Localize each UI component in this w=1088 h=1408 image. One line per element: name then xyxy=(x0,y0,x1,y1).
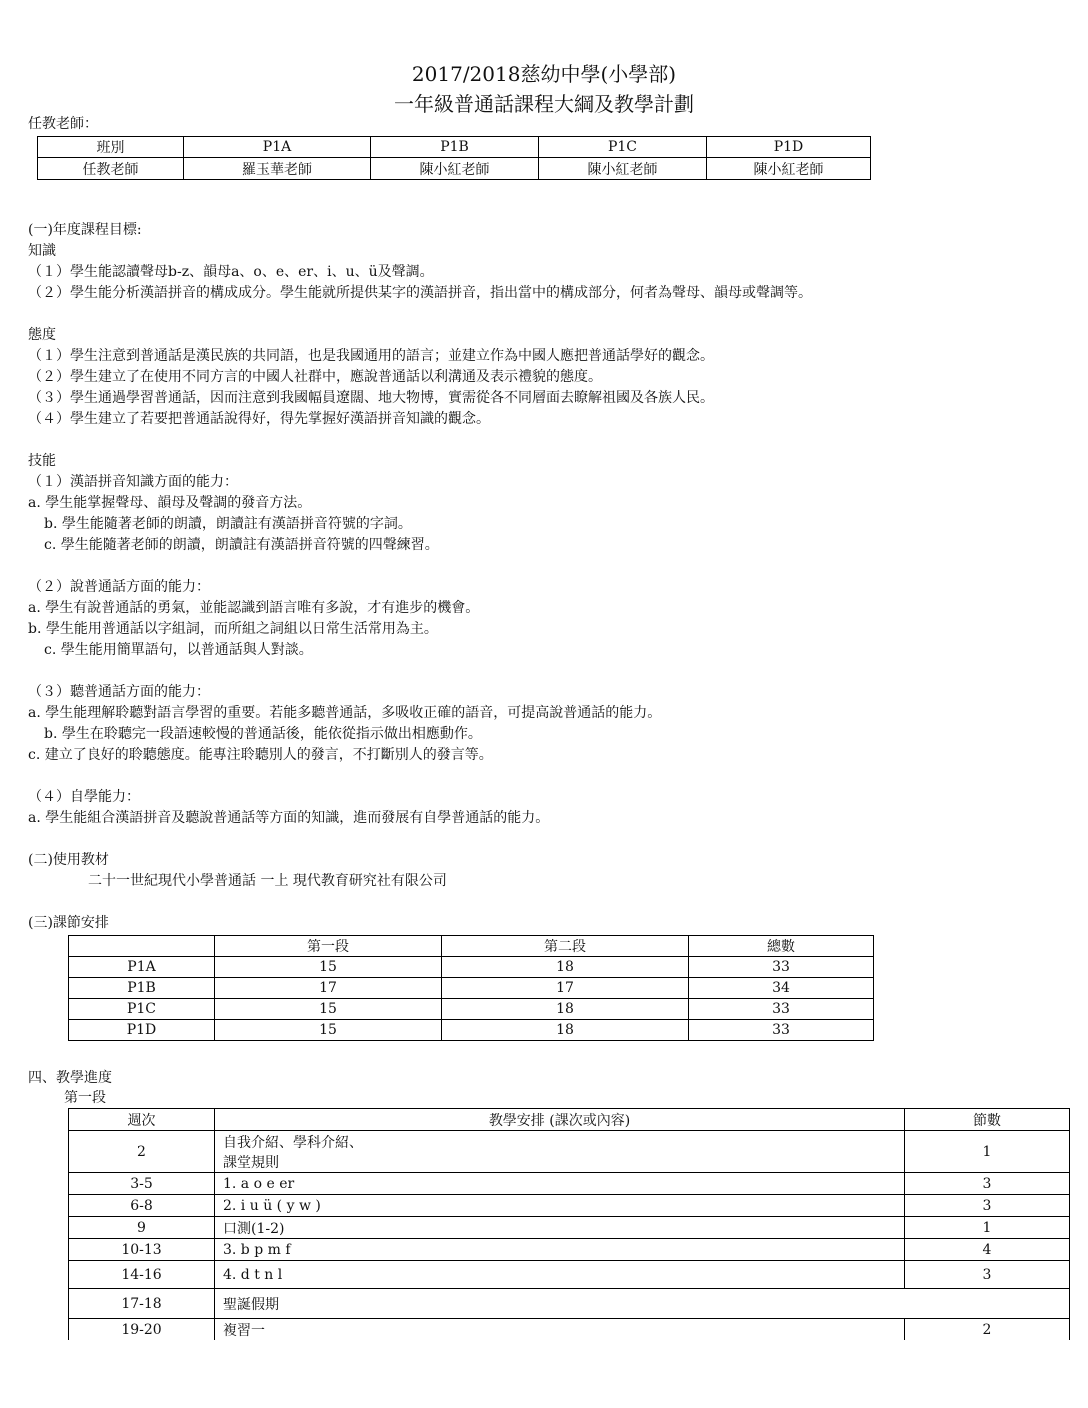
skill-section-title: （１）漢語拼音知識方面的能力： xyxy=(28,474,238,490)
table-cell: 17 xyxy=(442,978,689,999)
table-cell: 2 xyxy=(905,1319,1070,1341)
teacher-table-header-row xyxy=(38,137,871,158)
table-cell: 口測(1-2) xyxy=(215,1217,905,1239)
table-cell: 34 xyxy=(689,978,874,999)
knowledge-item: （１）學生能認讀聲母b-z、韻母a、o、e、er、i、u、ü及聲調。 xyxy=(28,264,434,280)
table-cell: 33 xyxy=(689,1020,874,1041)
progress-table-header-row xyxy=(69,1109,1070,1131)
cell-line: 自我介紹、學科介紹、 xyxy=(223,1134,363,1151)
table-cell: P1A xyxy=(184,137,371,158)
table-cell: 9 xyxy=(69,1217,215,1239)
table-cell xyxy=(215,1131,905,1173)
table-cell: 17-18 xyxy=(69,1289,215,1319)
table-cell: P1C xyxy=(69,999,215,1020)
skills-label: 技能 xyxy=(28,453,56,469)
skill-item: c. 學生能用簡單語句，以普通話與人對談。 xyxy=(44,642,313,658)
table-cell: 任教老師 xyxy=(38,158,184,180)
table-cell: 3 xyxy=(905,1195,1070,1217)
table-cell: 3-5 xyxy=(69,1173,215,1195)
attitude-label: 態度 xyxy=(28,327,56,343)
table-cell: 15 xyxy=(215,999,442,1020)
table-cell: 10-13 xyxy=(69,1239,215,1261)
table-cell: 15 xyxy=(215,1020,442,1041)
table-cell: 19-20 xyxy=(69,1319,215,1341)
table-cell: 14-16 xyxy=(69,1261,215,1289)
table-cell: 羅玉華老師 xyxy=(184,158,371,180)
table-cell: P1A xyxy=(69,957,215,978)
table-row xyxy=(69,1173,1070,1195)
table-cell: 3 xyxy=(905,1173,1070,1195)
table-cell: P1B xyxy=(69,978,215,999)
teacher-table-row xyxy=(38,158,871,180)
skill-item: a. 學生能組合漢語拼音及聽說普通話等方面的知識，進而發展有自學普通話的能力。 xyxy=(28,810,550,826)
attitude-item: （４）學生建立了若要把普通話說得好，得先掌握好漢語拼音知識的觀念。 xyxy=(28,411,490,427)
table-row xyxy=(69,978,874,999)
table-row xyxy=(69,1289,1070,1319)
table-cell: 節數 xyxy=(905,1109,1070,1131)
table-cell: 教學安排 (課次或內容) xyxy=(215,1109,905,1131)
attitude-item: （３）學生通過學習普通話，因而注意到我國幅員遼闊、地大物博，實需從各不同層面去瞭解祖國及各族人民。 xyxy=(28,390,714,406)
table-cell: P1D xyxy=(707,137,871,158)
table-cell xyxy=(69,936,215,957)
table-cell: 2 xyxy=(69,1131,215,1173)
table-cell: 33 xyxy=(689,999,874,1020)
knowledge-item: （２）學生能分析漢語拼音的構成成分。學生能就所提供某字的漢語拼音，指出當中的構成部分，何者為聲母、韻母或聲調等。 xyxy=(28,285,812,301)
table-row xyxy=(69,1131,1070,1173)
table-cell: 總數 xyxy=(689,936,874,957)
table-cell: 15 xyxy=(215,957,442,978)
attitude-item: （２）學生建立了在使用不同方言的中國人社群中，應說普通話以利溝通及表示禮貌的態度。 xyxy=(28,369,602,385)
skill-item: b. 學生能隨著老師的朗讀，朗讀註有漢語拼音符號的字詞。 xyxy=(44,516,412,532)
skill-item: c. 學生能隨著老師的朗讀，朗讀註有漢語拼音符號的四聲練習。 xyxy=(44,537,439,553)
document-subtitle: 一年級普通話課程大綱及教學計劃 xyxy=(394,92,694,116)
table-cell: 第二段 xyxy=(442,936,689,957)
table-row xyxy=(69,1261,1070,1289)
table-cell: P1C xyxy=(539,137,707,158)
skill-section-title: （３）聽普通話方面的能力： xyxy=(28,684,210,700)
table-cell: 陳小紅老師 xyxy=(707,158,871,180)
table-cell: P1B xyxy=(371,137,539,158)
lessons-table-header-row xyxy=(69,936,874,957)
progress-heading: 四、教學進度 xyxy=(28,1070,112,1086)
table-cell: 1. a o e er xyxy=(215,1173,905,1195)
table-cell: 6-8 xyxy=(69,1195,215,1217)
table-cell: 18 xyxy=(442,1020,689,1041)
skill-item: a. 學生能理解聆聽對語言學習的重要。若能多聽普通話，多吸收正確的語音，可提高說普通話的能力。 xyxy=(28,705,662,721)
table-cell: 3. b p m f xyxy=(215,1239,905,1261)
table-cell: 4 xyxy=(905,1239,1070,1261)
table-cell: 18 xyxy=(442,957,689,978)
objectives-heading: (一)年度課程目標: xyxy=(28,222,142,238)
skill-section-title: （４）自學能力： xyxy=(28,789,140,805)
table-cell: 複習一 xyxy=(215,1319,905,1341)
table-cell: 週次 xyxy=(69,1109,215,1131)
progress-subheading: 第一段 xyxy=(64,1090,106,1106)
materials-text: 二十一世紀現代小學普通話 一上 現代教育研究社有限公司 xyxy=(88,873,447,889)
skill-item: b. 學生能用普通話以字組詞，而所組之詞組以日常生活常用為主。 xyxy=(28,621,438,637)
knowledge-label: 知識 xyxy=(28,243,56,259)
table-cell: 陳小紅老師 xyxy=(539,158,707,180)
table-cell: 2. i u ü ( y w ) xyxy=(215,1195,905,1217)
table-cell: P1D xyxy=(69,1020,215,1041)
table-row xyxy=(69,1217,1070,1239)
table-row xyxy=(69,1195,1070,1217)
skill-section-title: （２）說普通話方面的能力： xyxy=(28,579,210,595)
teacher-label: 任教老師： xyxy=(28,116,98,132)
table-cell: 1 xyxy=(905,1217,1070,1239)
table-cell: 33 xyxy=(689,957,874,978)
skill-item: b. 學生在聆聽完一段語速較慢的普通話後，能依從指示做出相應動作。 xyxy=(44,726,482,742)
teacher-table xyxy=(37,136,871,180)
table-cell: 1 xyxy=(905,1131,1070,1173)
attitude-item: （１）學生注意到普通話是漢民族的共同語，也是我國通用的語言；並建立作為中國人應把普通話學好的觀念。 xyxy=(28,348,714,364)
table-row xyxy=(69,1239,1070,1261)
table-cell: 3 xyxy=(905,1261,1070,1289)
table-row xyxy=(69,1020,874,1041)
table-cell: 18 xyxy=(442,999,689,1020)
table-cell: 班別 xyxy=(38,137,184,158)
document-title: 2017/2018慈幼中學(小學部) xyxy=(411,62,677,86)
skill-item: c. 建立了良好的聆聽態度。能專注聆聽別人的發言，不打斷別人的發言等。 xyxy=(28,747,493,763)
table-row xyxy=(69,999,874,1020)
lessons-table xyxy=(68,935,874,1041)
table-cell: 陳小紅老師 xyxy=(371,158,539,180)
materials-heading: (二)使用教材 xyxy=(28,852,109,868)
table-cell: 17 xyxy=(215,978,442,999)
table-row xyxy=(69,1319,1070,1341)
lessons-heading: (三)課節安排 xyxy=(28,915,109,931)
table-row xyxy=(69,957,874,978)
skill-item: a. 學生有說普通話的勇氣，並能認識到語言唯有多說，才有進步的機會。 xyxy=(28,600,480,616)
progress-table xyxy=(68,1108,1070,1340)
skill-item: a. 學生能掌握聲母、韻母及聲調的發音方法。 xyxy=(28,495,312,511)
cell-line: 課堂規則 xyxy=(223,1154,279,1171)
table-cell: 第一段 xyxy=(215,936,442,957)
table-cell: 4. d t n l xyxy=(215,1261,905,1289)
table-cell: 聖誕假期 xyxy=(215,1289,1070,1319)
